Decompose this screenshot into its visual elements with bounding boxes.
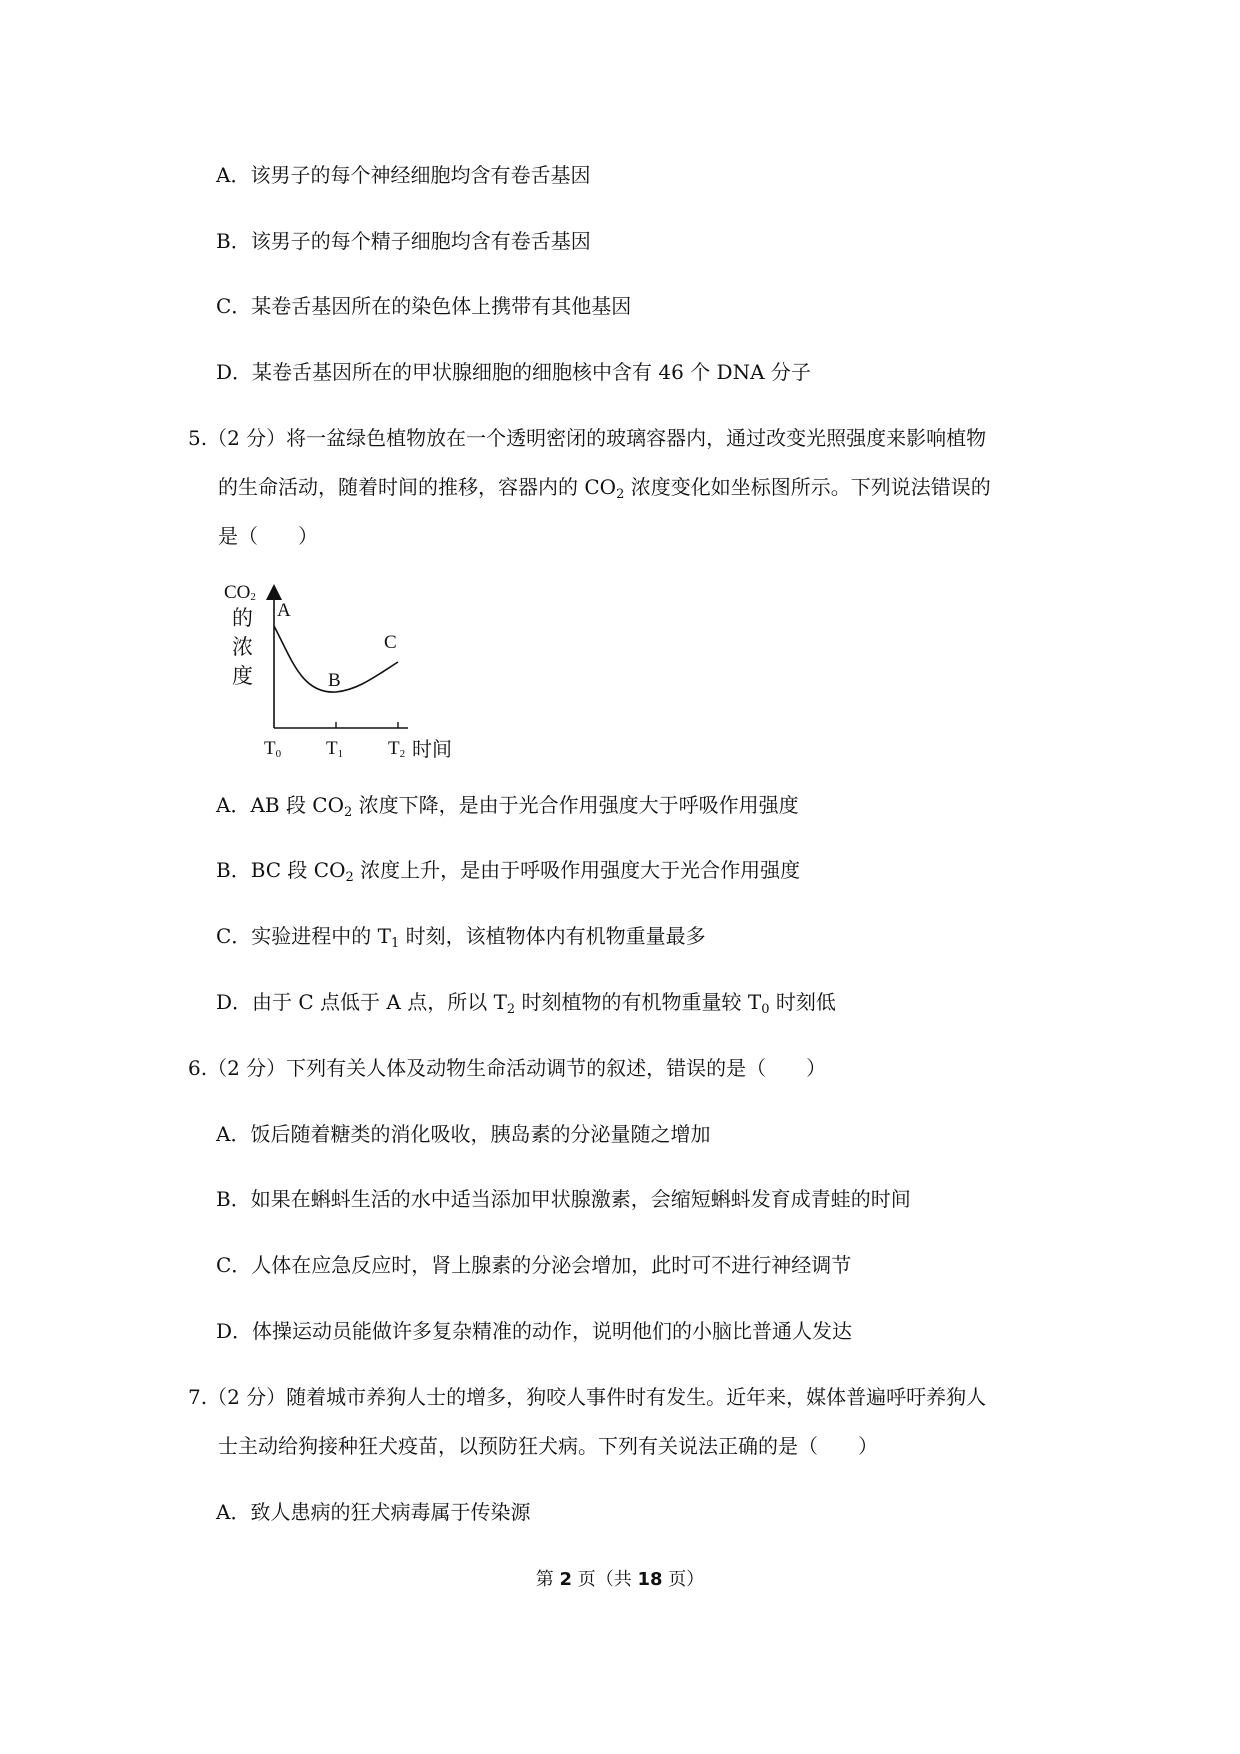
- q6-option-c: C．人体在应急反应时，肾上腺素的分泌会增加，此时可不进行神经调节: [216, 1253, 852, 1277]
- x-tick-label-t2: T2: [388, 738, 406, 760]
- q6-stem: 6.（2 分）下列有关人体及动物生命活动调节的叙述，错误的是（ ）: [188, 1056, 827, 1080]
- q5-option-d: D．由于 C 点低于 A 点，所以 $T_2$ 时刻植物的有机物重量较 $T_0$ 时刻低: [216, 990, 836, 1017]
- q5-stem-line2: 的生命活动，随着时间的推移，容器内的 $CO_2$ 浓度变化如坐标图所示。下列说法错误的: [218, 475, 991, 502]
- co2-concentration-chart: [218, 580, 468, 765]
- q5-stem-line1: 5.（2 分）将一盆绿色植物放在一个透明密闭的玻璃容器内，通过改变光照强度来影响植物: [188, 426, 987, 450]
- q6-option-d: D．体操运动员能做许多复杂精准的动作，说明他们的小脑比普通人发达: [216, 1319, 853, 1343]
- y-axis-label-char-3: 度: [232, 664, 253, 688]
- x-axis-label: 时间: [412, 737, 452, 761]
- q6-option-a: A．饭后随着糖类的消化吸收，胰岛素的分泌量随之增加: [216, 1122, 711, 1146]
- q5-option-a: A．AB 段 $CO_2$ 浓度下降，是由于光合作用强度大于呼吸作用强度: [216, 793, 799, 820]
- y-axis-label-co2: CO2: [224, 582, 256, 603]
- q6-option-b: B．如果在蝌蚪生活的水中适当添加甲状腺激素，会缩短蝌蚪发育成青蛙的时间: [216, 1187, 911, 1211]
- q7-option-a: A．致人患病的狂犬病毒属于传染源: [216, 1500, 531, 1524]
- page-number: 2: [559, 1569, 572, 1590]
- point-label-a: A: [277, 600, 291, 621]
- x-tick-label-t1: T1: [326, 738, 344, 760]
- page-footer: 第 2 页（共 18 页）: [535, 1569, 705, 1590]
- q4-option-c: C．某卷舌基因所在的染色体上携带有其他基因: [216, 294, 632, 318]
- q4-option-d: D．某卷舌基因所在的甲状腺细胞的细胞核中含有 46 个 DNA 分子: [216, 360, 811, 384]
- page-total: 18: [637, 1569, 663, 1590]
- q5-option-b: B．BC 段 $CO_2$ 浓度上升，是由于呼吸作用强度大于光合作用强度: [216, 858, 801, 885]
- q4-option-b: B．该男子的每个精子细胞均含有卷舌基因: [216, 229, 591, 253]
- q4-option-a: A．该男子的每个神经细胞均含有卷舌基因: [216, 163, 591, 187]
- q7-stem-line1: 7.（2 分）随着城市养狗人士的增多，狗咬人事件时有发生。近年来，媒体普遍呼吁养狗人: [188, 1385, 987, 1409]
- x-tick-label-t0: T0: [264, 738, 282, 760]
- q5-stem-line3: 是（ ）: [218, 524, 318, 548]
- y-axis-label-char-1: 的: [232, 606, 253, 630]
- q5-option-c: C．实验进程中的 $T_1$ 时刻，该植物体内有机物重量最多: [216, 924, 706, 951]
- q7-stem-line2: 士主动给狗接种狂犬疫苗，以预防狂犬病。下列有关说法正确的是（ ）: [218, 1434, 878, 1458]
- point-label-b: B: [328, 670, 341, 691]
- point-label-c: C: [384, 632, 397, 653]
- y-axis-label-char-2: 浓: [232, 635, 253, 659]
